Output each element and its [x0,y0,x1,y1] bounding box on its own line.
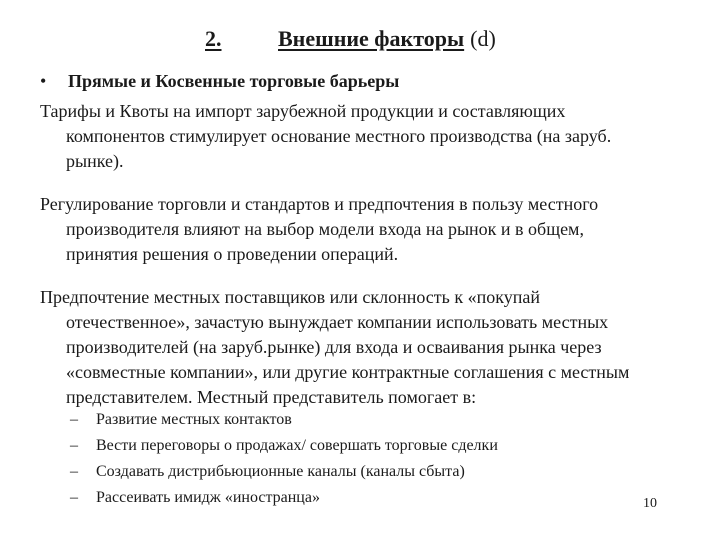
bullet-text: Прямые и Косвенные торговые барьеры [68,71,400,91]
paragraph-line: принятия решения о проведении операций. [66,244,399,264]
paragraph-line: представителем. Местный представитель помогает в: [66,387,477,407]
bullet-marker: • [40,71,47,91]
paragraph-tariffs [40,99,700,174]
list-item [70,485,498,511]
paragraph-line: «совместные компании», или другие контрактные соглашения с местным [66,362,630,382]
bullet-heading [40,71,399,92]
paragraph-line: Тарифы и Квоты на импорт зарубежной продукции и составляющих [40,101,566,121]
paragraph-line: Регулирование торговли и стандартов и предпочтения в пользу местного [40,194,599,214]
representative-tasks-list [70,407,498,511]
page-number: 10 [643,496,657,511]
list-item-text: Вести переговоры о продажах/ совершать торговые сделки [96,437,498,454]
dash-marker: – [70,489,78,506]
dash-marker: – [70,411,78,428]
paragraph-line: производителей (на заруб.рынке) для входа и осваивания рынка через [66,337,602,357]
paragraph-regulation [40,192,700,267]
paragraph-line: рынке). [66,151,124,171]
paragraph-local-preference [40,285,700,410]
paragraph-line: Предпочтение местных поставщиков или склонность к «покупай [40,287,540,307]
list-item-text: Создавать дистрибьюционные каналы (каналы сбыта) [96,463,465,480]
title-text: Внешние факторы [278,26,465,51]
list-item-text: Развитие местных контактов [96,411,292,428]
title-text-group [278,26,496,52]
paragraph-line: компонентов стимулирует основание местного производства (на заруб. [66,126,612,146]
dash-marker: – [70,463,78,480]
list-item [70,459,498,485]
paragraph-line: производителя влияют на выбор модели входа на рынок и в общем, [66,219,584,239]
list-item-text: Рассеивать имидж «иностранца» [96,489,320,506]
paragraph-line: отечественное», зачастую вынуждает компании использовать местных [66,312,609,332]
title-suffix: (d) [470,26,496,51]
list-item [70,433,498,459]
list-item [70,407,498,433]
dash-marker: – [70,437,78,454]
section-number: 2. [205,26,222,51]
